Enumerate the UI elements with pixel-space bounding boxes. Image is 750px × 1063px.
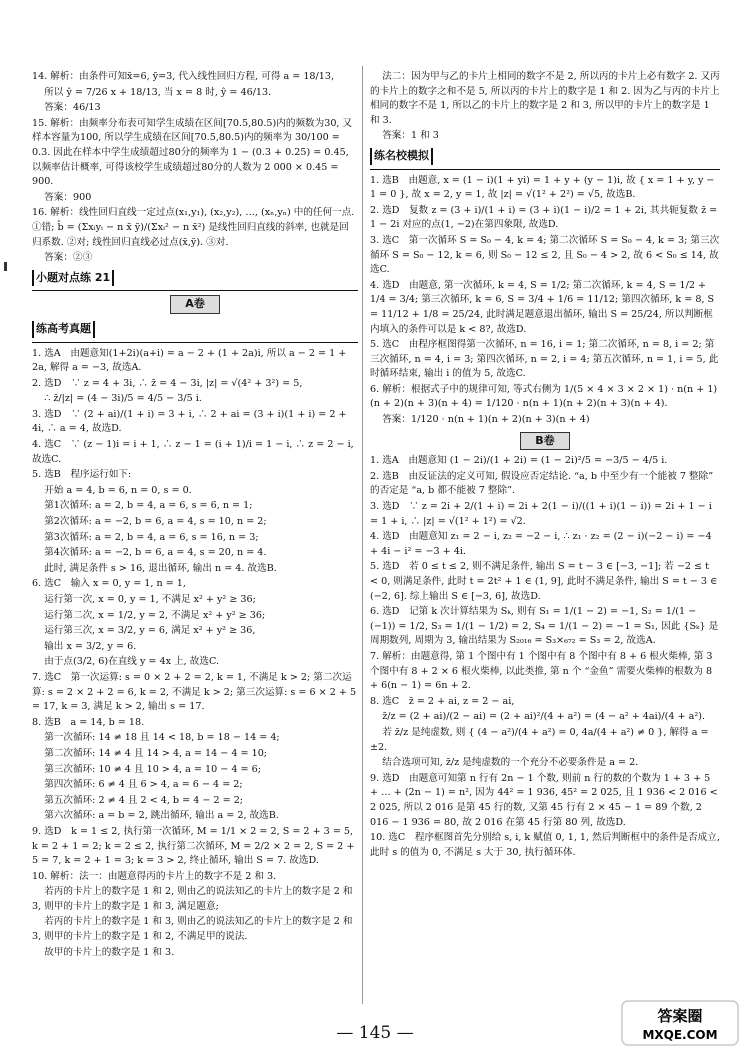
answer-paragraph: 9. 选D 由题意可知第 n 行有 2n − 1 个数, 则前 n 行的数的个数为 1 + 3 + 5 + … + (2n − 1) = n², 因为 44² = 1 936, 45² = 2 025, 且 1 936 < 2 016 < 2 025, 所以 2 016 是第 45 行的数, 又第 45 行有 2 × 45 − 1 = 89 个数, 2 016 − 1 936 = 80, 故 2 016 在第 45 行第 80 列, 故选D. (370, 772, 721, 828)
volume-banner (370, 432, 720, 451)
answer-paragraph: 第三次循环: 10 ≠ 4 且 10 > 4, a = 10 − 4 = 6; (32, 763, 261, 775)
answer-paragraph: 6. 选D 记第 k 次计算结果为 Sₖ, 则有 S₁ = 1/(1 − 2) = −1, S₂ = 1/(1 − (−1)) = 1/2, S₃ = 1/(1 − 1/2) = 2, S₄ = 1/(1 − 2) = −1 = S₁, 因此 {Sₖ} 是周期数列, 周期为 3, 输出结果为 S₂₀₁₆ = S₃×₆₇₂ = S₃ = 2, 故选A. (370, 606, 719, 647)
answer-paragraph: 法二：因为甲与乙的卡片上相同的数字不是 2, 所以丙的卡片上必有数字 2. 又丙的卡片上的数字之和不是 5, 所以丙的卡片上的数字是 1 和 2. 因为乙与丙的卡片上相同的数字不是 1, 所以乙的卡片上的数字是 2 和 3, 所以甲的卡片上的数字是 1 和 3. (370, 71, 720, 126)
answer-paragraph: 运行第二次, x = 1/2, y = 2, 不满足 x² + y² ≥ 36; (32, 609, 266, 621)
answer-paragraph: 答案：1 和 3 (370, 130, 439, 142)
answer-paragraph: 故甲的卡片上的数字是 1 和 3. (32, 946, 175, 958)
answer-paragraph: 1. 选A 由题意知(1+2i)(a+i) = a − 2 + (1 + 2a)i, 所以 a − 2 = 1 + 2a, 解得 a = −3, 故选A. (32, 347, 350, 374)
column-divider (362, 66, 363, 1004)
answer-paragraph: 4. 选D 由题意, 第一次循环, k = 4, S = 1/2; 第二次循环, k = 4, S = 1/2 + 1/4 = 3/4; 第三次循环, k = 6, S = 3/4 + 1/6 = 11/12; 第四次循环, k = 8, S = 11/12 + 1/8 = 25/24, 此时满足题意退出循环, 输出 S = 25/24, 所以判断框内填入的条件可以是 k < 8?, 故选D. (370, 279, 718, 335)
watermark-line1: 答案圈 (657, 1007, 703, 1025)
section-rule (32, 342, 358, 343)
answer-paragraph: 所以 ŷ = 7/26 x + 18/13, 当 x = 8 时, ŷ = 46/13. (32, 86, 272, 98)
section-header-label: 练高考真题 (32, 321, 95, 338)
answer-paragraph: 第1次循环: a = 2, b = 4, a = 6, s = 6, n = 1; (32, 500, 253, 512)
answer-paragraph: 6. 选C 输入 x = 0, y = 1, n = 1, (32, 578, 186, 590)
answer-paragraph: 答案：1/120 · n(n + 1)(n + 2)(n + 3)(n + 4) (370, 414, 590, 426)
answer-paragraph: 3. 选D ∵ z = 2i + 2/(1 + i) = 2i + 2(1 − i)/((1 + i)(1 − i)) = 2i + 1 − i = 1 + i, ∴ |z| = √(1² + 1²) = √2. (370, 501, 715, 527)
watermark-line2: MXQE.COM (642, 1028, 718, 1042)
answer-paragraph: 第4次循环: a = −2, b = 6, a = 4, s = 20, n = 4. (32, 547, 267, 559)
answer-paragraph: 答案：②③ (32, 252, 93, 264)
answer-paragraph: 若丙的卡片上的数字是 1 和 2, 则由乙的说法知乙的卡片上的数字是 2 和 3, 则甲的卡片上的数字是 1 和 3, 满足题意; (32, 886, 356, 912)
answer-paragraph: 14. 解析：由条件可知x̄=6, ȳ=3, 代入线性回归方程, 可得 a = 18/13, (32, 71, 335, 82)
answer-paragraph: 第3次循环: a = 2, b = 4, a = 6, s = 16, n = 3; (32, 531, 259, 543)
answer-paragraph: 开始 a = 4, b = 6, n = 0, s = 0. (32, 484, 192, 496)
answer-paragraph: 5. 选C 由程序框图得第一次循环, n = 16, i = 1; 第二次循环, n = 8, i = 2; 第三次循环, n = 4, i = 3; 第四次循环, n = 2, i = 4; 第五次循环, n = 1, i = 5, 此时循环结束, 输出 i 的值为 5, 故选C. (370, 339, 719, 380)
section-rule (370, 169, 720, 170)
right-column (370, 70, 723, 861)
margin-mark (4, 262, 7, 271)
answer-paragraph: 由于点(3/2, 6)在直线 y = 4x 上, 故选C. (32, 656, 219, 668)
answer-paragraph: 1. 选B 由题意, x = (1 − i)(1 + yi) = 1 + y + (y − 1)i, 故 { x = 1 + y, y − 1 = 0 }, 故 x = 2, y = 1, 故 |z| = √(1² + 2²) = √5, 故选B. (370, 174, 718, 201)
answer-paragraph: 8. 选C z̄ = 2 + ai, z = 2 − ai, (370, 695, 515, 707)
answer-paragraph: 9. 选D k = 1 ≤ 2, 执行第一次循环, M = 1/1 × 2 = 2, S = 2 + 3 = 5, k = 2 + 1 = 2; k = 2 ≤ 2, 执行第二次循环, M = 2/2 × 2 = 2, S = 2 + 5 = 7, k = 2 + 1 = 3; k = 3 > 2, 终止循环, 输出 S = 7. 故选D. (32, 825, 358, 867)
answer-paragraph: 16. 解析：线性回归直线一定过点(x₁,y₁), (x₂,y₂), …, (xₙ,yₙ) 中的任何一点. ①错; b̂ = (Σxᵢyᵢ − n x̄ ȳ)/(Σxᵢ² − n x̄²) 是线性回归直线的斜率, 也就是回归系数. ②对; 线性回归直线必过点(x̄,ȳ). ③对. (32, 207, 358, 248)
answer-paragraph: 运行第三次, x = 3/2, y = 6, 满足 x² + y² ≥ 36, (32, 625, 256, 637)
section-header-label: 练名校模拟 (370, 148, 433, 165)
section-header (32, 267, 358, 292)
answer-paragraph: 5. 选B 程序运行如下: (32, 469, 132, 481)
answer-paragraph: 第2次循环: a = −2, b = 6, a = 4, s = 10, n = 2; (32, 516, 267, 528)
answer-paragraph: 2. 选B 由反证法的定义可知, 假设应否定结论. “a, b 中至少有一个能被 7 整除” 的否定是 “a, b 都不能被 7 整除”. (370, 470, 717, 497)
volume-banner-label: A卷 (170, 295, 220, 314)
volume-banner-label: B卷 (520, 432, 569, 451)
volume-banner (32, 295, 358, 314)
answer-paragraph: ∴ z̄/|z| = (4 − 3i)/5 = 4/5 − 3/5 i. (32, 393, 202, 405)
answer-paragraph: 答案：46/13 (32, 102, 101, 114)
answer-paragraph: 15. 解析：由频率分布表可知学生成绩在区间[70.5,80.5)内的频数为30, 又样本容量为100, 所以学生成绩在区间[70.5,80.5)内的频率为 30/100 = 0.3. 因此在样本中学生成绩超过80分的频率为 1 − (0.3 + 0.25) = 0.45, 以频率估计概率, 可得该校学生成绩超过80分的人数为 2 000 × 0.45 = 900. (32, 117, 353, 188)
answer-paragraph: z̄/z = (2 + ai)/(2 − ai) = (2 + ai)²/(4 + a²) = (4 − a² + 4ai)/(4 + a²). (370, 711, 706, 723)
answer-paragraph: 4. 选C ∵ (z − 1)i = i + 1, ∴ z − 1 = (i + 1)/i = 1 − i, ∴ z = 2 − i, 故选C. (32, 439, 357, 465)
section-header-label: 小题对点练 21 (32, 270, 114, 287)
answer-paragraph: 第二次循环: 14 ≠ 4 且 14 > 4, a = 14 − 4 = 10; (32, 747, 268, 759)
answer-paragraph: 结合选项可知, z̄/z 是纯虚数的一个充分不必要条件是 a = 2. (370, 757, 639, 769)
answer-paragraph: 3. 选C 第一次循环 S = S₀ − 4, k = 4; 第二次循环 S = S₀ − 4, k = 3; 第三次循环 S = S₀ − 12, k = 6, 则 S₀ − 12 ≤ 2, 且 S₀ − 4 > 2, 故 6 < S₀ ≤ 14, 故选C. (370, 234, 720, 276)
answer-paragraph: 1. 选A 由题意知 (1 − 2i)/(1 + 2i) = (1 − 2i)²/5 = −3/5 − 4/5 i. (370, 455, 668, 467)
answer-paragraph: 2. 选D 复数 z = (3 + i)/(1 + i) = (3 + i)(1 − i)/2 = 1 + 2i, 其共轭复数 z̄ = 1 − 2i 对应的点(1, −2)在第四象限, 故选D. (370, 204, 721, 231)
answer-paragraph: 答案：900 (32, 191, 92, 203)
answer-paragraph: 若丙的卡片上的数字是 1 和 3, 则由乙的说法知乙的卡片上的数字是 2 和 3, 则甲的卡片上的数字是 1 和 2, 不满足甲的说法. (32, 916, 356, 943)
answer-paragraph: 5. 选D 若 0 ≤ t ≤ 2, 则不满足条件, 输出 S = t − 3 ∈ [−3, −1]; 若 −2 ≤ t < 0, 则满足条件, 此时 t = 2t² + 1 ∈ (1, 9], 此时不满足条件, 输出 S = t − 3 ∈ (−2, 6]. 综上输出 S ∈ [−3, 6], 故选D. (370, 561, 721, 602)
answer-paragraph: 第四次循环: 6 ≠ 4 且 6 > 4, a = 6 − 4 = 2; (32, 779, 243, 791)
answer-paragraph: 第一次循环: 14 ≠ 18 且 14 < 18, b = 18 − 14 = 4; (32, 732, 280, 744)
answer-paragraph: 6. 解析：根据式子中的规律可知, 等式右侧为 1/(5 × 4 × 3 × 2 × 1) · n(n + 1)(n + 2)(n + 3)(n + 4) = 1/120 · n(n + 1)(n + 2)(n + 3)(n + 4). (370, 383, 718, 410)
page-number: — 145 — (336, 1023, 414, 1043)
answer-paragraph: 第五次循环: 2 ≠ 4 且 2 < 4, b = 4 − 2 = 2; (32, 794, 244, 806)
answer-paragraph: 10. 解析：法一：由题意得丙的卡片上的数字不是 2 和 3. (32, 870, 277, 882)
answer-paragraph: 若 z̄/z 是纯虚数, 则 { (4 − a²)/(4 + a²) = 0, 4a/(4 + a²) ≠ 0 }, 解得 a = ±2. (370, 726, 712, 753)
section-header (32, 318, 358, 343)
answer-paragraph: 2. 选D ∵ z = 4 + 3i, ∴ z̄ = 4 − 3i, |z| = √(4² + 3²) = 5, (32, 377, 303, 389)
answer-paragraph: 8. 选B a = 14, b = 18. (32, 716, 145, 728)
answer-paragraph: 输出 x = 3/2, y = 6. (32, 640, 137, 652)
answer-paragraph: 10. 选C 程序框图首先分别给 s, i, k 赋值 0, 1, 1, 然后判断框中的条件是否成立, 此时 s 的值为 0, 不满足 s 大于 30, 执行循环体. (370, 832, 723, 858)
answer-paragraph: 4. 选D 由题意知 z₁ = 2 − i, z₂ = −2 − i, ∴ z₁ · z₂ = (2 − i)(−2 − i) = −4 + 4i − i² = −3 + 4i. (370, 531, 715, 557)
answer-paragraph: 7. 选C 第一次运算: s = 0 × 2 + 2 = 2, k = 1, 不满足 k > 2; 第二次运算: s = 2 × 2 + 2 = 6, k = 2, 不满足 k > 2; 第三次运算: s = 6 × 2 + 5 = 17, k = 3, 满足 k > 2, 输出 s = 17. (32, 671, 360, 713)
left-column (32, 70, 358, 961)
answer-paragraph: 运行第一次, x = 0, y = 1, 不满足 x² + y² ≥ 36; (32, 594, 256, 605)
answer-paragraph: 此时, 满足条件 s > 16, 退出循环, 输出 n = 4. 故选B. (32, 562, 277, 574)
section-header (370, 145, 720, 170)
section-rule (32, 290, 358, 291)
watermark-logo (620, 997, 740, 1049)
answer-paragraph: 第六次循环: a = b = 2, 跳出循环, 输出 a = 2, 故选B. (32, 810, 279, 822)
answer-paragraph: 7. 解析：由题意得, 第 1 个图中有 1 个图中有 8 个图中有 8 + 6 根火柴棒, 第 3 个图中有 8 + 2 × 6 根火柴棒, 以此类推, 第 n 个 “金鱼” 需要火柴棒的根数为 8 + 6(n − 1) = 6n + 2. (370, 650, 716, 692)
answer-paragraph: 3. 选D ∵ (2 + ai)/(1 + i) = 3 + i, ∴ 2 + ai = (3 + i)(1 + i) = 2 + 4i, ∴ a = 4, 故选D. (32, 408, 350, 435)
